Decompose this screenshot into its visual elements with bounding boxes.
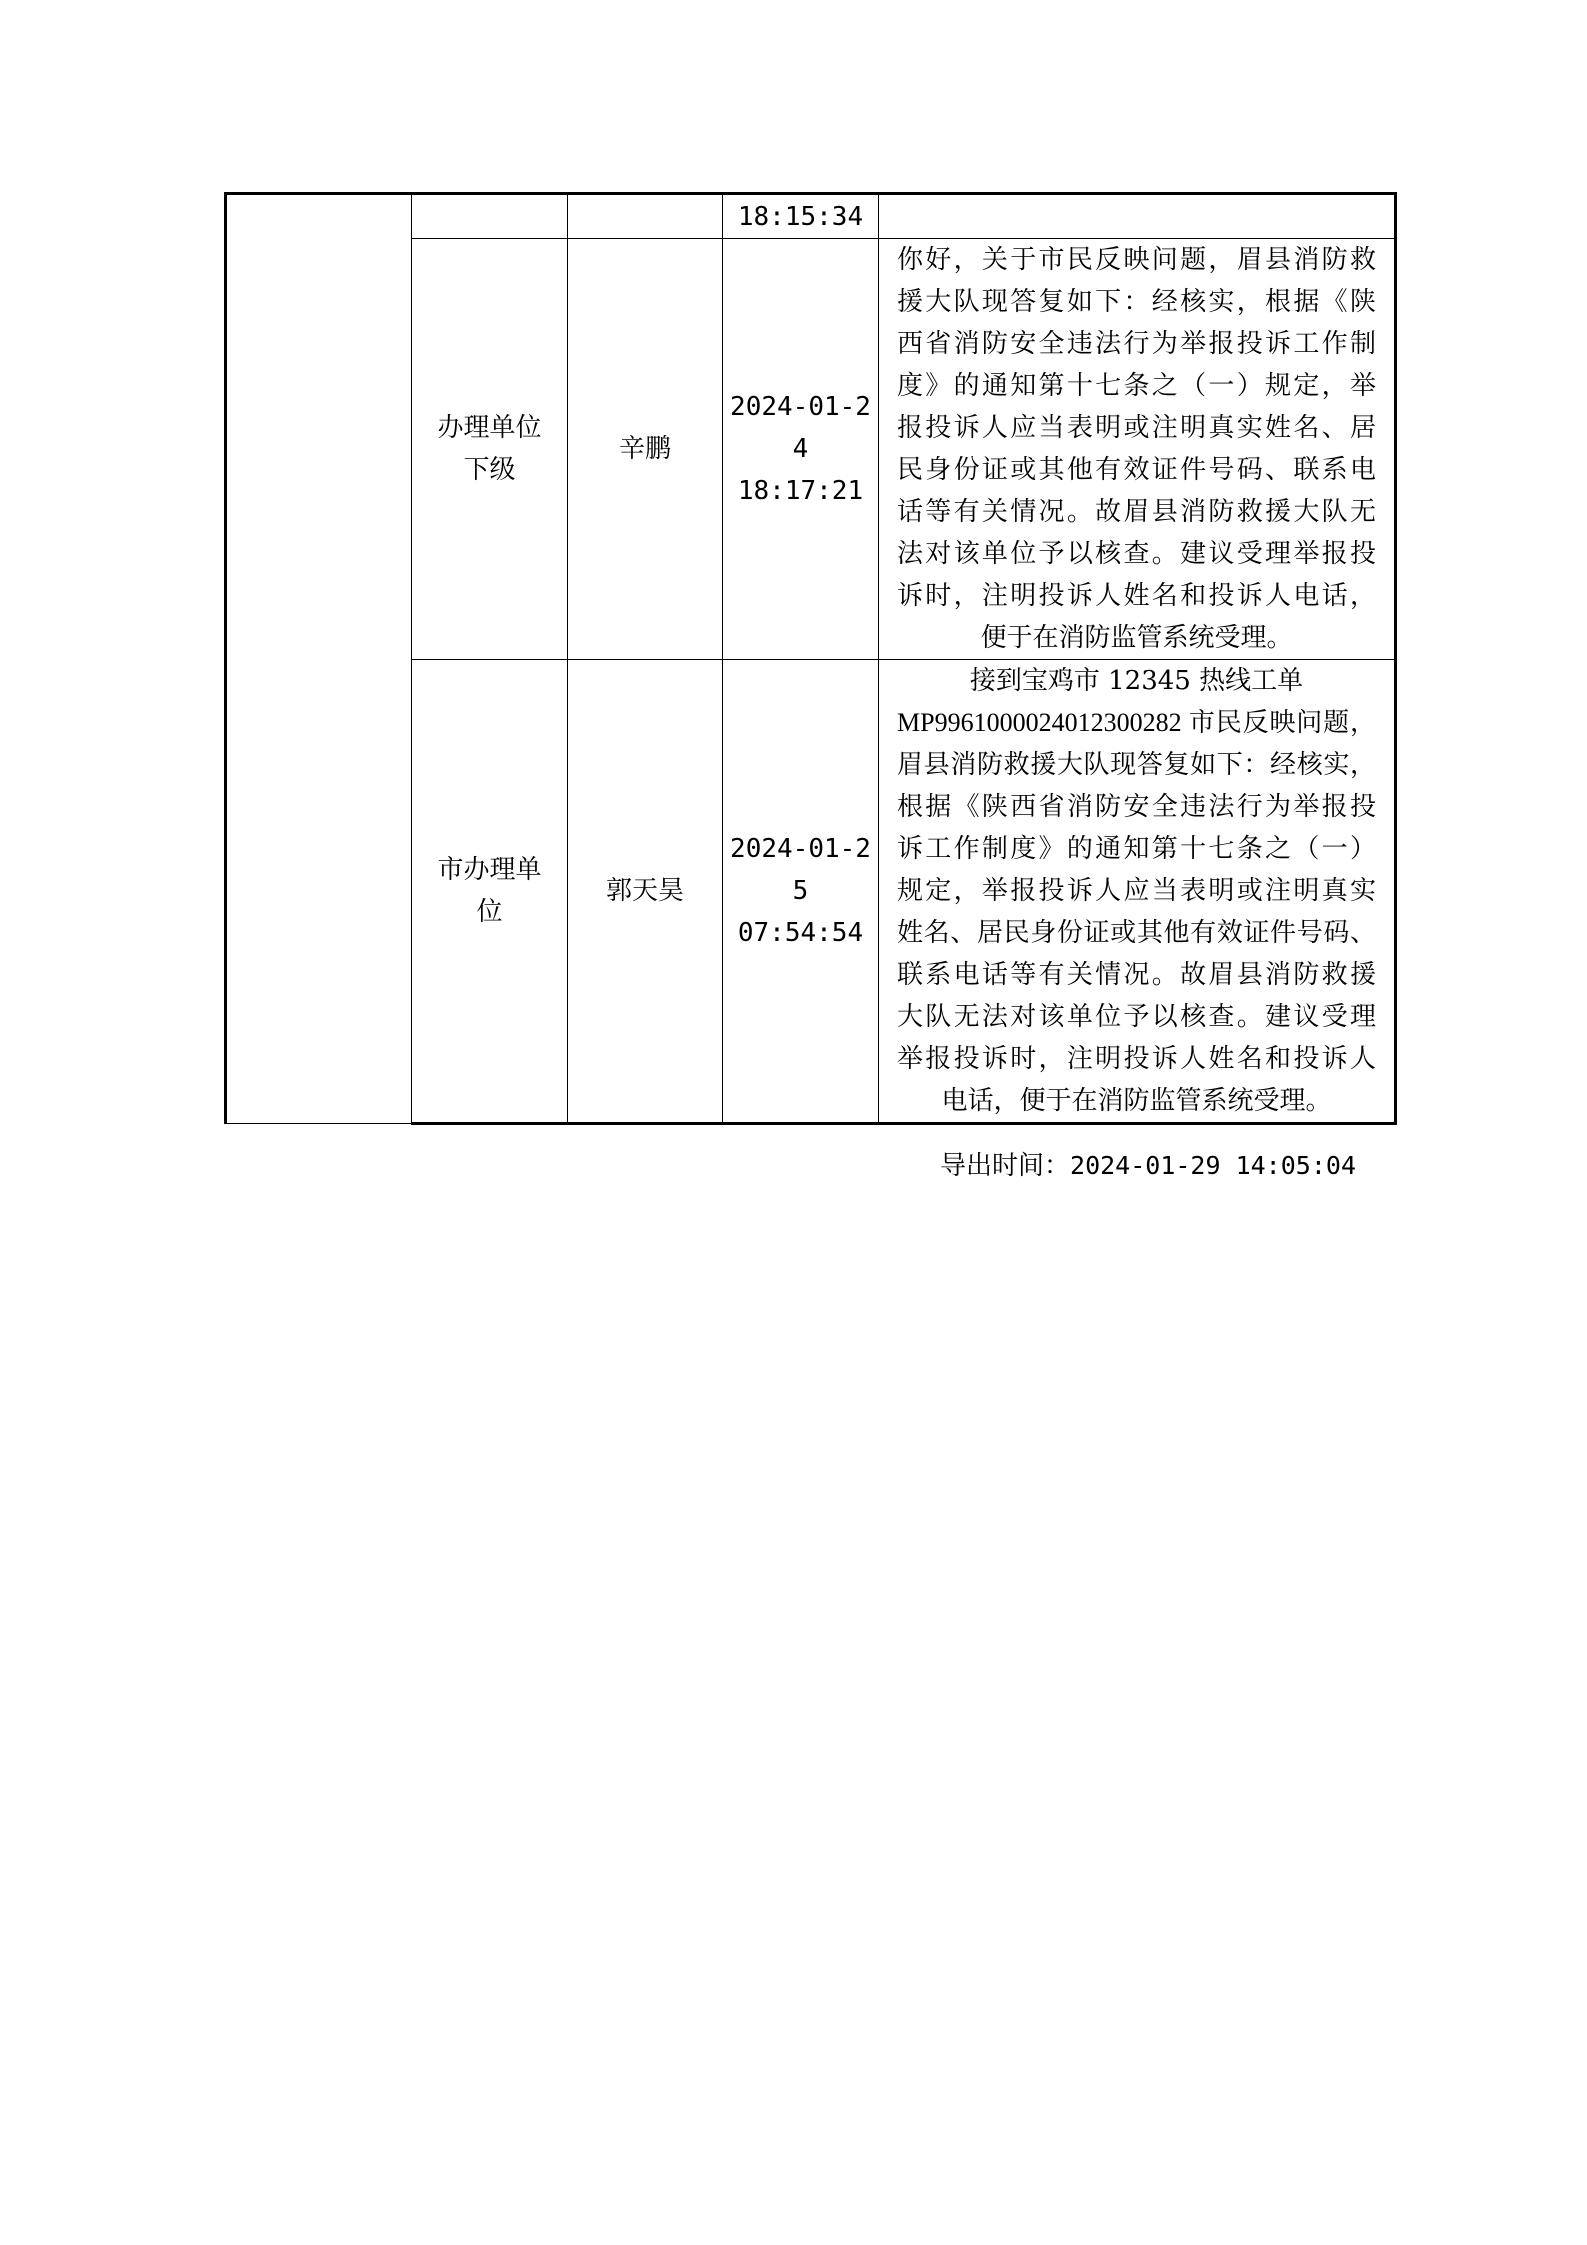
content-line: 大队无法对该单位予以核查。建议受理	[897, 1002, 1376, 1032]
handling-content-cell	[879, 660, 1396, 1124]
content-line: 举报投诉时，注明投诉人姓名和投诉人	[897, 1044, 1376, 1074]
handle-time-cell	[723, 660, 879, 1124]
content-line: 诉时，注明投诉人姓名和投诉人电话，	[897, 581, 1376, 611]
handler-level-line: 下级	[463, 455, 516, 485]
content-line: 话等有关情况。故眉县消防救援大队无	[897, 497, 1376, 527]
handling-content-cell	[879, 194, 1396, 239]
content-line: 报投诉人应当表明或注明真实姓名、居	[897, 413, 1376, 443]
content-line: 民身份证或其他有效证件号码、联系电	[897, 455, 1376, 485]
handler-level-cell	[412, 194, 568, 239]
handler-name-cell: 郭天昊	[568, 660, 723, 1124]
content-line: 西省消防安全违法行为举报投诉工作制	[897, 329, 1376, 359]
content-line: 眉县消防救援大队现答复如下：经核实，	[897, 750, 1376, 780]
handler-name-cell: 辛鹏	[568, 239, 723, 660]
handler-level-line: 市办理单	[437, 855, 542, 885]
handling-record-table	[224, 192, 1397, 1125]
handle-time-line: 4	[792, 434, 809, 464]
content-line: 联系电话等有关情况。故眉县消防救援	[897, 960, 1376, 990]
handler-name-cell	[568, 194, 723, 239]
handle-time-line: 07:54:54	[737, 918, 864, 948]
export-time-value: 2024-01-29 14:05:04	[1070, 1151, 1356, 1180]
handler-level-cell	[412, 660, 568, 1124]
handling-content-cell	[879, 239, 1396, 660]
content-line: 姓名、居民身份证或其他有效证件号码、	[897, 918, 1376, 948]
handle-time-text: 18:15:34	[737, 201, 864, 232]
handle-time-line: 2024-01-2	[730, 834, 871, 864]
content-line: 你好，关于市民反映问题，眉县消防救	[897, 245, 1376, 275]
handle-time-line: 18:17:21	[737, 476, 864, 506]
content-line: 援大队现答复如下：经核实，根据《陕	[897, 287, 1376, 317]
content-line: 度》的通知第十七条之（一）规定，举	[897, 371, 1376, 401]
export-time-label: 导出时间：	[940, 1151, 1071, 1181]
handle-time-line: 2024-01-2	[730, 392, 871, 422]
handle-time-cell	[723, 239, 879, 660]
table-row-continued	[226, 194, 1396, 239]
handle-time-line: 5	[792, 876, 809, 906]
content-line: 诉工作制度》的通知第十七条之（一）	[897, 834, 1376, 864]
content-line: 法对该单位予以核查。建议受理举报投	[897, 539, 1376, 569]
handler-level-line: 位	[476, 897, 503, 927]
content-line: 根据《陕西省消防安全违法行为举报投	[897, 792, 1376, 822]
handler-level-line: 办理单位	[437, 413, 542, 443]
content-line: 接到宝鸡市 12345 热线工单	[969, 666, 1304, 696]
handle-time-cell	[723, 194, 879, 239]
merged-left-cell	[226, 194, 412, 1124]
content-line: MP9961000024012300282 市民反映问题，	[897, 708, 1376, 737]
content-line: 便于在消防监管系统受理。	[980, 623, 1293, 653]
content-line: 规定，举报投诉人应当表明或注明真实	[897, 876, 1376, 906]
export-timestamp	[940, 1146, 1356, 1186]
content-line: 电话，便于在消防监管系统受理。	[941, 1086, 1332, 1116]
handler-level-cell	[412, 239, 568, 660]
